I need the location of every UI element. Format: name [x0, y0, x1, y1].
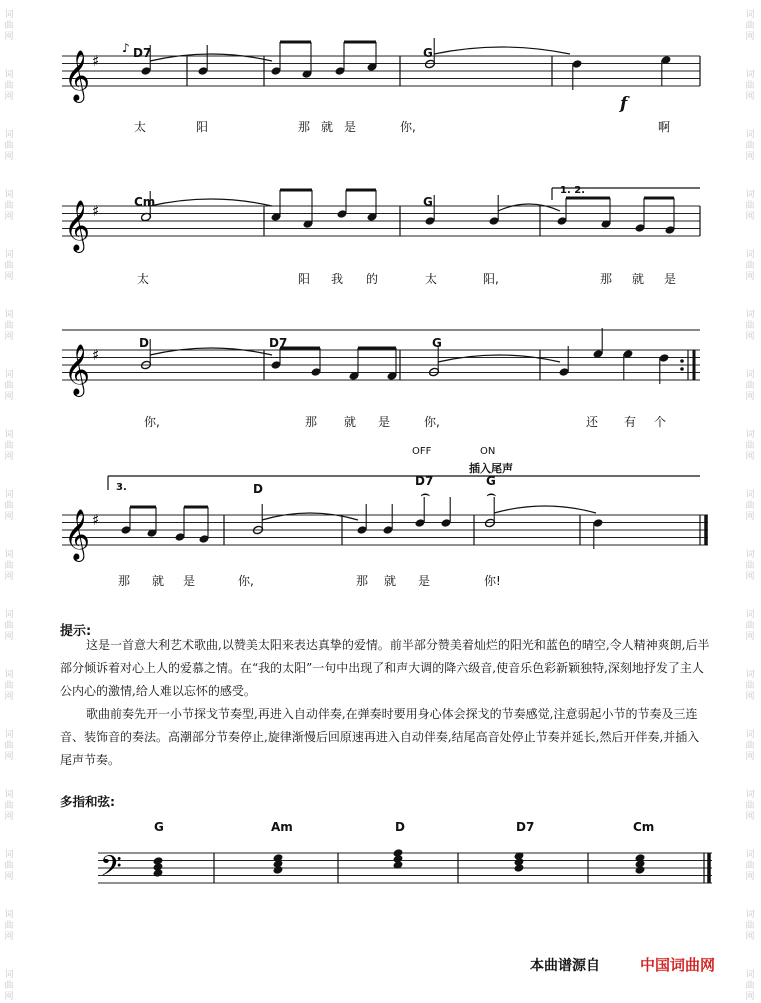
repeat-dot	[680, 359, 684, 363]
watermark-text: 词 曲 网	[745, 490, 755, 522]
lyric: 那	[298, 120, 311, 134]
lyric: 你,	[400, 120, 416, 134]
chord-label: G	[486, 474, 496, 488]
chord-label: D	[395, 820, 405, 834]
watermark-text: 词 曲 网	[4, 730, 14, 762]
watermark-text: 词 曲 网	[4, 70, 14, 102]
lyric: 我	[331, 272, 344, 286]
lyric: 你,	[424, 415, 440, 429]
lyric: 你,	[144, 415, 160, 429]
fermata: ⌢	[420, 484, 431, 503]
treble-clef: 𝄞	[64, 50, 91, 101]
watermark-text: 词 曲 网	[4, 10, 14, 42]
lyric: 就	[152, 574, 165, 588]
treble-clef: 𝄞	[64, 200, 91, 251]
dynamic-marking: f	[620, 94, 628, 114]
marker-ending: 插入尾声	[469, 462, 513, 475]
lyric: 啊	[658, 120, 671, 134]
watermark-text: 词 曲 网	[4, 370, 14, 402]
lyric: 是	[183, 574, 196, 588]
tie	[150, 348, 272, 355]
lyric: 你!	[484, 574, 501, 588]
chord-label: Cm	[633, 820, 655, 834]
chord-label: D7	[516, 820, 535, 834]
watermark-text: 词 曲 网	[745, 70, 755, 102]
key-sharp: ♯	[92, 52, 100, 70]
chord-label: G	[423, 195, 433, 209]
tips-title: 提示:	[60, 624, 92, 639]
lyric: 就	[384, 574, 397, 588]
watermark-text: 词 曲 网	[4, 190, 14, 222]
marker-on: ON	[480, 446, 496, 457]
tie	[498, 204, 560, 211]
tie	[438, 355, 560, 362]
tips-paragraph: 这是一首意大利艺术歌曲,以赞美太阳来表达真挚的爱情。前半部分赞美着灿烂的阳光和蓝色的晴空,令人精神爽朗,后半部分倾诉着对心上人的爱慕之情。在“我的太阳”一句中出现了和声大调的降六级音,使音乐色彩新颖独特,深刻地抒发了主人公内心的激情,给人难以忘怀的感受。	[60, 638, 710, 698]
chord-label: G	[423, 46, 433, 60]
watermark-text: 词 曲 网	[4, 310, 14, 342]
watermark-text: 词 曲 网	[745, 610, 755, 642]
lyric: 太	[134, 120, 147, 134]
watermark-text: 词 曲 网	[745, 670, 755, 702]
note-head	[514, 863, 525, 873]
treble-clef: 𝄞	[64, 344, 91, 395]
watermark-text: 词 曲 网	[4, 670, 14, 702]
chord-label: Cm	[134, 195, 156, 209]
watermark-text: 词 曲 网	[745, 850, 755, 882]
watermark-text: 词 曲 网	[745, 550, 755, 582]
watermark-text: 词 曲 网	[745, 310, 755, 342]
lyric: 是	[378, 415, 391, 429]
watermark-text: 词 曲 网	[745, 910, 755, 942]
watermark-text: 词 曲 网	[745, 430, 755, 462]
watermark-text: 词 曲 网	[745, 730, 755, 762]
lyric: 还	[586, 415, 599, 429]
watermark-text: 词 曲 网	[4, 430, 14, 462]
marker-off: OFF	[412, 446, 432, 457]
watermark-text: 词 曲 网	[4, 250, 14, 282]
key-sharp: ♯	[92, 202, 100, 220]
tie	[262, 513, 358, 520]
lyric: 太	[425, 272, 438, 286]
watermark-text: 词 曲 网	[745, 10, 755, 42]
lyric: 阳	[196, 120, 209, 134]
lyric: 是	[344, 120, 357, 134]
tie	[494, 506, 596, 513]
tie	[150, 54, 272, 61]
fermata: ⌢	[486, 484, 497, 503]
lyric: 就	[321, 120, 334, 134]
note-head	[273, 865, 284, 875]
source-label: 本曲谱源自	[530, 958, 600, 974]
grace-note: ♪	[122, 41, 130, 55]
tips-paragraph: 歌曲前奏先开一小节探戈节奏型,再进入自动伴奏,在弹奏时要用身心体会探戈的节奏感觉,注意弱起小节的节奏及三连音、装饰音的奏法。高潮部分节奏停止,旋律渐慢后回原速再进入自动伴奏,结尾高音处停止节奏并延长,然后开伴奏,并插入尾声节奏。	[60, 707, 700, 767]
treble-clef: 𝄞	[64, 509, 91, 560]
chord-label: D7	[415, 474, 434, 488]
lyric: 是	[418, 574, 431, 588]
lyric: 阳	[298, 272, 311, 286]
tie	[434, 47, 570, 54]
lyric: 个	[654, 415, 667, 429]
watermark-text: 词 曲 网	[4, 550, 14, 582]
lyric: 就	[632, 272, 645, 286]
site-name-link[interactable]: 中国词曲网	[640, 956, 716, 974]
watermark-text: 词 曲 网	[745, 190, 755, 222]
key-sharp: ♯	[92, 511, 100, 529]
note-head	[153, 868, 164, 878]
bass-clef: 𝄢	[100, 850, 122, 890]
watermark-text: 词 曲 网	[4, 970, 14, 1002]
key-sharp: ♯	[92, 346, 100, 364]
chord-label: D	[139, 336, 149, 350]
watermark-text: 词 曲 网	[745, 790, 755, 822]
watermark-text: 词 曲 网	[4, 130, 14, 162]
lyric: 有	[624, 415, 637, 429]
watermark-text: 词 曲 网	[4, 490, 14, 522]
lyric: 是	[664, 272, 677, 286]
tips-text	[60, 634, 710, 772]
lyric: 你,	[238, 574, 254, 588]
chord-label: G	[154, 820, 164, 834]
lyric: 阳,	[483, 272, 499, 286]
lyric: 那	[356, 574, 369, 588]
chord-label: D7	[269, 336, 288, 350]
lyric: 太	[137, 272, 150, 286]
watermark-text: 词 曲 网	[745, 250, 755, 282]
repeat-dot	[680, 367, 684, 371]
lyric: 那	[118, 574, 131, 588]
watermark-text: 词 曲 网	[745, 370, 755, 402]
multi-finger-chords-title: 多指和弦:	[60, 794, 115, 809]
note-head	[635, 865, 646, 875]
tie	[150, 199, 272, 206]
watermark-text: 词 曲 网	[745, 970, 755, 1002]
lyric: 那	[600, 272, 613, 286]
watermark-text: 词 曲 网	[745, 130, 755, 162]
chord-label: D	[253, 482, 263, 496]
lyric: 就	[344, 415, 357, 429]
chord-label: D7	[133, 46, 152, 60]
chord-label: G	[432, 336, 442, 350]
watermark-text: 词 曲 网	[4, 790, 14, 822]
volta-label: 3.	[116, 482, 127, 493]
watermark-text: 词 曲 网	[4, 850, 14, 882]
chord-label: Am	[271, 820, 293, 834]
lyric: 的	[366, 272, 379, 286]
watermark-text: 词 曲 网	[4, 910, 14, 942]
watermark-text: 词 曲 网	[4, 610, 14, 642]
volta-label: 1. 2.	[560, 185, 585, 196]
lyric: 那	[305, 415, 318, 429]
